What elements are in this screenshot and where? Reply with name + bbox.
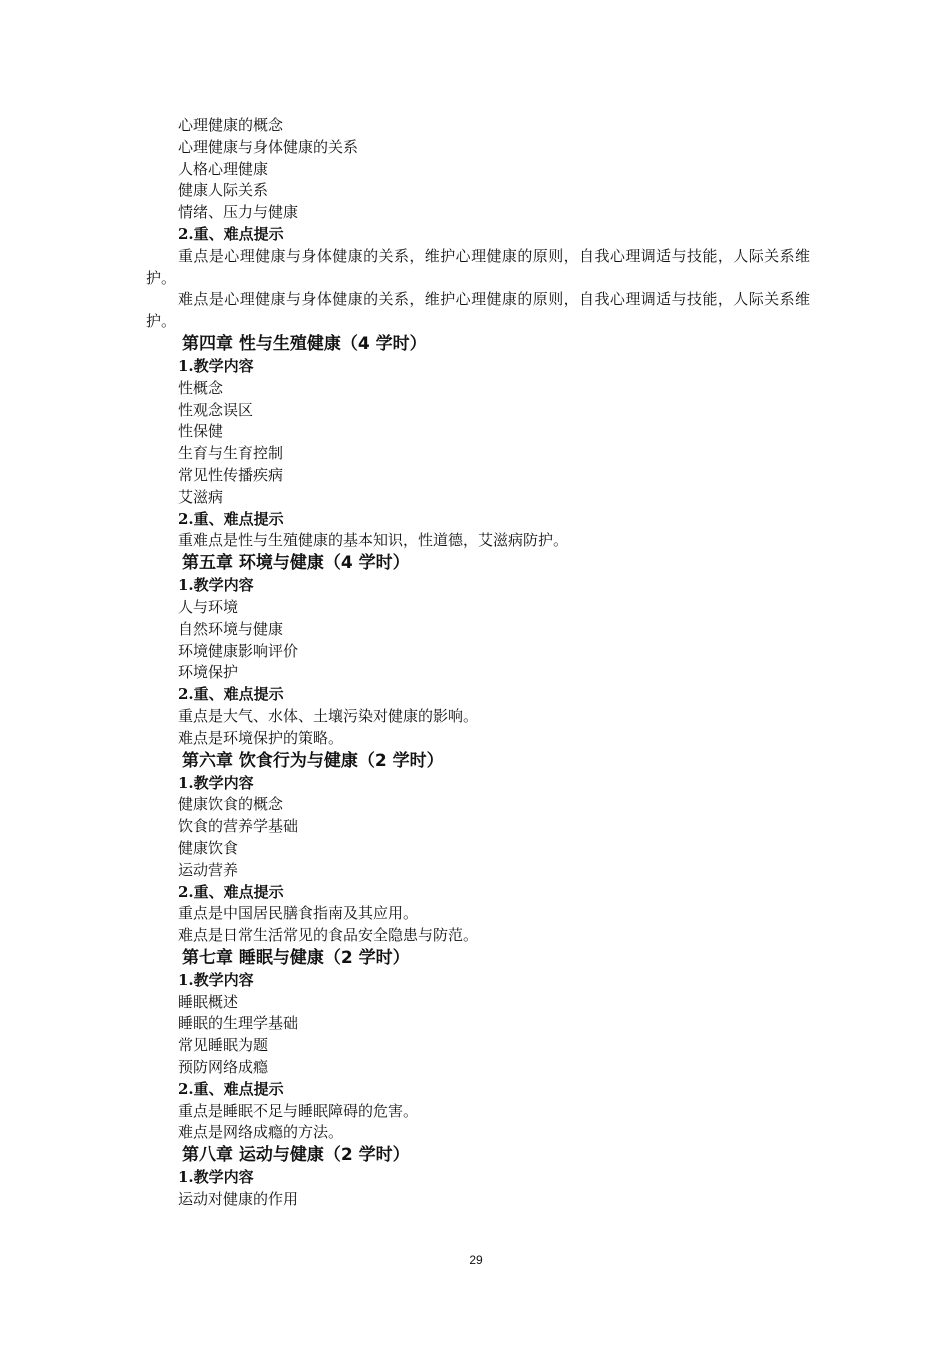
list-item: 自然环境与健康 xyxy=(178,619,284,638)
key-point-line: 重点是大气、水体、土壤污染对健康的影响。 xyxy=(178,706,479,725)
key-point-paragraph: 重点是心理健康与身体健康的关系，维护心理健康的原则，自我心理调适与技能，人际关系维护。 xyxy=(146,246,810,287)
key-points-heading: 2.重、难点提示 xyxy=(178,1079,284,1098)
difficulty-line: 难点是环境保护的策略。 xyxy=(178,728,344,747)
key-point-line: 重点是中国居民膳食指南及其应用。 xyxy=(178,904,419,923)
key-point-line: 重点是睡眠不足与睡眠障碍的危害。 xyxy=(178,1101,419,1120)
list-item: 睡眠概述 xyxy=(178,992,239,1011)
list-item: 预防网络成瘾 xyxy=(178,1058,269,1077)
list-item: 饮食的营养学基础 xyxy=(178,817,299,836)
list-item: 环境保护 xyxy=(178,663,239,682)
key-points-heading: 2.重、难点提示 xyxy=(178,224,284,243)
content-heading: 1.教学内容 xyxy=(178,356,254,375)
list-item: 运动营养 xyxy=(178,860,239,879)
chapter-title: 第六章 饮食行为与健康（2 学时） xyxy=(182,750,444,771)
key-points-heading: 2.重、难点提示 xyxy=(178,509,284,528)
list-item: 心理健康的概念 xyxy=(178,116,284,134)
difficulty-line: 难点是日常生活常见的食品安全隐患与防范。 xyxy=(178,926,479,945)
list-item: 健康饮食 xyxy=(178,838,239,857)
page-content xyxy=(146,115,810,1211)
list-item: 健康人际关系 xyxy=(178,181,269,200)
content-heading: 1.教学内容 xyxy=(178,1168,254,1187)
list-item: 性概念 xyxy=(178,378,224,397)
chapter-title: 第五章 环境与健康（4 学时） xyxy=(182,553,410,574)
list-item: 艾滋病 xyxy=(178,487,224,506)
page-number: 29 xyxy=(469,1253,483,1267)
list-item: 性保健 xyxy=(178,422,224,441)
key-points-heading: 2.重、难点提示 xyxy=(178,685,284,704)
list-item: 环境健康影响评价 xyxy=(178,641,299,660)
difficulty-line: 难点是网络成瘾的方法。 xyxy=(178,1123,344,1142)
difficulty-paragraph: 难点是心理健康与身体健康的关系，维护心理健康的原则，自我心理调适与技能，人际关系维护。 xyxy=(146,290,810,331)
list-item: 人与环境 xyxy=(178,597,239,616)
content-heading: 1.教学内容 xyxy=(178,773,254,792)
content-heading: 1.教学内容 xyxy=(178,970,254,989)
list-item: 常见睡眠为题 xyxy=(178,1036,269,1055)
list-item: 常见性传播疾病 xyxy=(178,465,284,484)
list-item: 生育与生育控制 xyxy=(178,444,284,463)
list-item: 性观念误区 xyxy=(178,400,254,419)
list-item: 睡眠的生理学基础 xyxy=(178,1014,299,1033)
content-heading: 1.教学内容 xyxy=(178,576,254,595)
key-points-heading: 2.重、难点提示 xyxy=(178,882,284,901)
chapter-title: 第七章 睡眠与健康（2 学时） xyxy=(182,947,410,968)
list-item: 情绪、压力与健康 xyxy=(178,203,299,222)
key-point-line: 重难点是性与生殖健康的基本知识，性道德，艾滋病防护。 xyxy=(178,531,569,550)
list-item: 运动对健康的作用 xyxy=(178,1190,299,1209)
list-item: 人格心理健康 xyxy=(178,159,269,178)
chapter-title: 第八章 运动与健康（2 学时） xyxy=(182,1145,410,1166)
list-item: 心理健康与身体健康的关系 xyxy=(178,137,359,156)
list-item: 健康饮食的概念 xyxy=(178,795,284,814)
chapter-title: 第四章 性与生殖健康（4 学时） xyxy=(182,333,427,354)
